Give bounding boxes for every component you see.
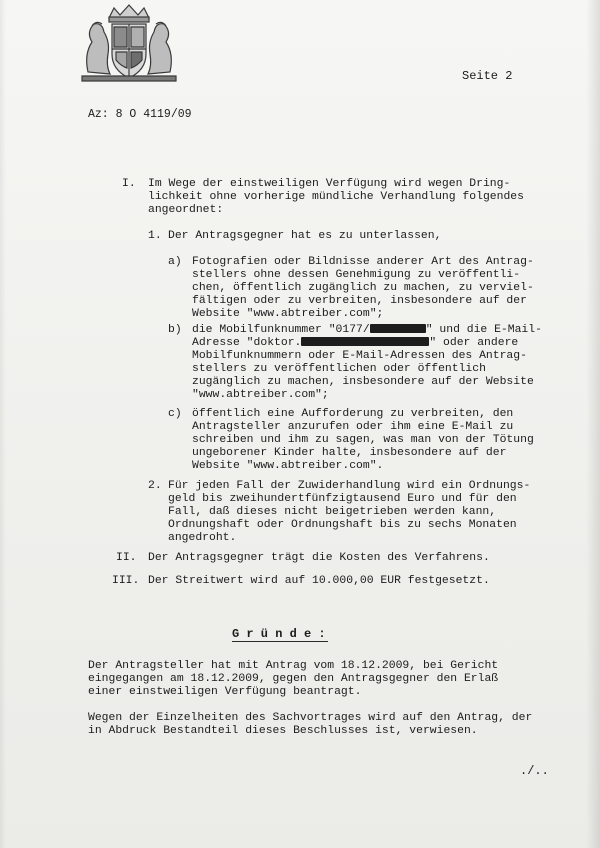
gruende-para-1-line: einer einstweiligen Verfügung beantragt. bbox=[88, 686, 362, 698]
section-iii-text: Der Streitwert wird auf 10.000,00 EUR festgesetzt. bbox=[148, 575, 490, 587]
bavarian-coat-of-arms-icon bbox=[76, 2, 182, 82]
case-number: Az: 8 O 4119/09 bbox=[88, 108, 192, 121]
gruende-heading: G r ü n d e : bbox=[232, 627, 326, 641]
sub-c-line: ungeborener Kinder halte, insbesondere auf der bbox=[192, 447, 507, 459]
gruende-para-1-line: eingegangen am 18.12.2009, gegen den Antragsgegner den Erlaß bbox=[88, 673, 499, 685]
sub-b-line: stellers zu veröffentlichen oder öffentlich bbox=[192, 363, 486, 375]
gruende-para-1-line: Der Antragsteller hat mit Antrag vom 18.12.2009, bei Gericht bbox=[88, 660, 499, 672]
sub-b-line: "www.abtreiber.com"; bbox=[192, 389, 329, 401]
item-2-number: 2. bbox=[148, 480, 162, 492]
sub-a-line: fältigen oder zu verbreiten, insbesondere auf der bbox=[192, 295, 527, 307]
item-2-line: angedroht. bbox=[168, 532, 237, 544]
heading-underline bbox=[232, 641, 328, 642]
redaction-bar bbox=[301, 337, 429, 346]
sub-b-line: zugänglich zu machen, insbesondere auf der Website bbox=[192, 376, 534, 388]
gruende-para-2-line: Wegen der Einzelheiten des Sachvortrages wird auf den Antrag, der bbox=[88, 712, 533, 724]
page-number: Seite 2 bbox=[462, 69, 513, 83]
section-i-number: I. bbox=[122, 178, 136, 190]
sub-c-line: öffentlich eine Aufforderung zu verbreiten, den bbox=[192, 408, 514, 420]
sub-a-line: Fotografien oder Bildnisse anderer Art des Antrag- bbox=[192, 256, 534, 268]
email-suffix: " oder andere bbox=[429, 337, 519, 349]
item-2-line: Fall, daß dieses nicht beigetrieben werden kann, bbox=[168, 506, 497, 518]
phone-suffix: " und die E-Mail- bbox=[425, 324, 542, 336]
gruende-para-2-line: in Abdruck Bestandteil dieses Beschlusses ist, verwiesen. bbox=[88, 725, 478, 737]
section-i-line: Im Wege der einstweiligen Verfügung wird wegen Dring- bbox=[148, 178, 511, 190]
sub-b-line-2 bbox=[192, 337, 518, 350]
sub-c-label: c) bbox=[168, 408, 182, 420]
item-1-number: 1. bbox=[148, 230, 162, 242]
section-i-line: angeordnet: bbox=[148, 204, 224, 216]
redaction-bar bbox=[370, 324, 426, 333]
section-iii-number: III. bbox=[112, 575, 140, 587]
phone-prefix: die Mobilfunknummer "0177/ bbox=[192, 324, 370, 336]
sub-b-line-1 bbox=[192, 324, 542, 337]
sub-c-line: Antragsteller anzurufen oder ihm eine E-Mail zu bbox=[192, 421, 514, 433]
sub-b-label: b) bbox=[168, 324, 182, 336]
item-1-text: Der Antragsgegner hat es zu unterlassen, bbox=[168, 230, 442, 242]
sub-c-line: schreiben und ihm zu sagen, was man von der Tötung bbox=[192, 434, 534, 446]
item-2-line: geld bis zweihundertfünfzigtausend Euro und für den bbox=[168, 493, 517, 505]
sub-c-line: Website "www.abtreiber.com". bbox=[192, 460, 384, 472]
sub-a-line: Website "www.abtreiber.com"; bbox=[192, 308, 384, 320]
email-prefix: Adresse "doktor. bbox=[192, 337, 302, 349]
continuation-mark: ./.. bbox=[520, 764, 549, 778]
sub-a-line: chen, öffentlich zugänglich zu machen, zu verviel- bbox=[192, 282, 534, 294]
section-ii-number: II. bbox=[116, 552, 137, 564]
item-2-line: Ordnungshaft oder Ordnungshaft bis zu sechs Monaten bbox=[168, 519, 517, 531]
item-2-line: Für jeden Fall der Zuwiderhandlung wird ein Ordnungs- bbox=[168, 480, 531, 492]
section-ii-text: Der Antragsgegner trägt die Kosten des Verfahrens. bbox=[148, 552, 490, 564]
section-i-line: lichkeit ohne vorherige mündliche Verhandlung folgendes bbox=[148, 191, 524, 203]
sub-a-line: stellers ohne dessen Genehmigung zu veröffentli- bbox=[192, 269, 521, 281]
sub-b-line: Mobilfunknummern oder E-Mail-Adressen des Antrag- bbox=[192, 350, 527, 362]
sub-a-label: a) bbox=[168, 256, 182, 268]
